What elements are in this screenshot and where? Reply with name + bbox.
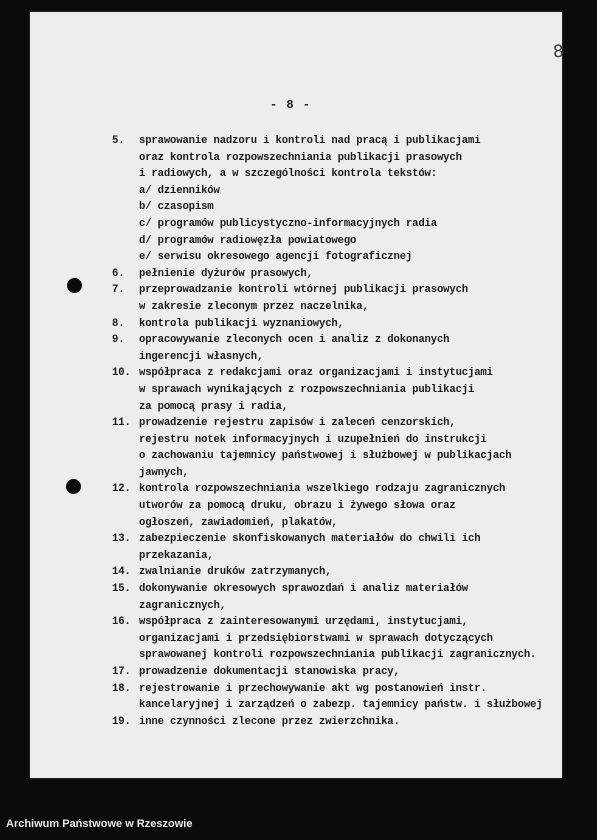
item-number: 17. (112, 666, 131, 678)
list-item (112, 316, 542, 333)
item-text-line: sprawowanej kontroli rozpowszechniania publikacji zagranicznych. (139, 649, 537, 662)
item-text-line: sprawowanie nadzoru i kontroli nad pracą i publikacjami (139, 135, 481, 147)
item-text-line: o zachowaniu tajemnicy państwowej i służbowej w publikacjach (139, 450, 512, 463)
item-number: 11. (112, 417, 131, 430)
item-number: 12. (112, 483, 131, 496)
item-text-line: rejestrowanie i przechowywanie akt wg postanowień instr. (139, 682, 487, 695)
item-number: 13. (112, 533, 131, 546)
sub-item: e/ serwisu okresowego agencji fotograficznej (139, 251, 413, 264)
duties-list (112, 133, 542, 730)
item-number: 6. (112, 267, 125, 280)
archive-footer: Archiwum Państwowe w Rzeszowie (6, 818, 193, 830)
item-number: 9. (112, 334, 125, 347)
item-text-line: współpraca z zainteresowanymi urzędami, instytucjami, (139, 616, 468, 629)
item-number: 16. (112, 616, 131, 629)
item-text-line: przeprowadzanie kontroli wtórnej publikacji prasowych (139, 284, 468, 297)
item-text-line: ogłoszeń, zawiadomień, plakatów, (139, 516, 338, 529)
list-item (112, 133, 542, 266)
item-text-line: rejestru notek informacyjnych i uzupełnień do instrukcji (139, 433, 487, 446)
item-number: 15. (112, 583, 131, 596)
item-text-line: pełnienie dyżurów prasowych, (139, 267, 313, 280)
item-number: 18. (112, 682, 131, 695)
item-text-line: prowadzenie rejestru zapisów i zaleceń cenzorskich, (139, 417, 456, 430)
item-number: 10. (112, 367, 131, 380)
item-text-line: w zakresie zleconym przez naczelnika, (139, 300, 369, 313)
sub-item: d/ programów radiowęzła powiatowego (139, 234, 357, 247)
list-item (112, 266, 542, 283)
item-text-line: ingerencji własnych, (139, 350, 264, 363)
item-text-line: prowadzenie dokumentacji stanowiska pracy, (139, 666, 400, 678)
item-text-line: kontrola rozpowszechniania wszelkiego rodzaju zagranicznych (139, 483, 506, 496)
sub-item: a/ dzienników (139, 184, 220, 197)
list-item (112, 664, 542, 681)
item-text-line: inne czynności zlecone przez zwierzchnika. (139, 715, 400, 728)
item-number: 5. (112, 135, 125, 147)
sub-item: b/ czasopism (139, 201, 214, 214)
page-number: - 8 - (270, 98, 312, 112)
item-text-line: w sprawach wynikających z rozpowszechniania publikacji (139, 383, 475, 396)
list-item (112, 332, 542, 365)
item-number: 8. (112, 317, 125, 330)
list-item (112, 681, 542, 714)
list-item (112, 564, 542, 581)
item-text-line: jawnych, (139, 466, 189, 479)
list-item (112, 614, 542, 664)
item-text-line: organizacjami i przedsiębiorstwami w sprawach dotyczących (139, 632, 493, 645)
item-text-line: kancelaryjnej i zarządzeń o zabezp. tajemnicy państw. i służbowej (139, 699, 543, 712)
item-text-line: utworów za pomocą druku, obrazu i żywego słowa oraz (139, 500, 456, 513)
punch-hole (67, 278, 82, 293)
item-number: 19. (112, 715, 131, 728)
item-text-line: za pomocą prasy i radia, (139, 400, 288, 413)
item-text-line: dokonywanie okresowych sprawozdań i analiz materiałów (139, 583, 468, 596)
item-text-line: zagranicznych, (139, 599, 226, 612)
punch-hole (66, 479, 81, 494)
item-text-line: przekazania, (139, 549, 214, 562)
list-item (112, 531, 542, 564)
list-item (112, 714, 542, 731)
item-text-line: zwalnianie druków zatrzymanych, (139, 566, 332, 579)
item-text-line: oraz kontrola rozpowszechniania publikacji prasowych (139, 151, 462, 164)
item-number: 14. (112, 566, 131, 579)
item-number: 7. (112, 284, 125, 297)
item-text-line: i radiowych, a w szczególności kontrola tekstów: (139, 168, 437, 181)
item-text-line: kontrola publikacji wyznaniowych, (139, 317, 344, 330)
list-item (112, 365, 542, 415)
list-item (112, 282, 542, 315)
item-text-line: współpraca z redakcjami oraz organizacjami i instytucjami (139, 367, 493, 380)
item-text-line: opracowywanie zleconych ocen i analiz z dokonanych (139, 334, 450, 347)
list-item (112, 481, 542, 531)
sub-item: c/ programów publicystyczno-informacyjnych radia (139, 217, 437, 230)
list-item (112, 415, 542, 481)
list-item (112, 581, 542, 614)
handwritten-page-mark: 8 (552, 41, 565, 63)
item-text-line: zabezpieczenie skonfiskowanych materiałów do chwili ich (139, 533, 481, 546)
